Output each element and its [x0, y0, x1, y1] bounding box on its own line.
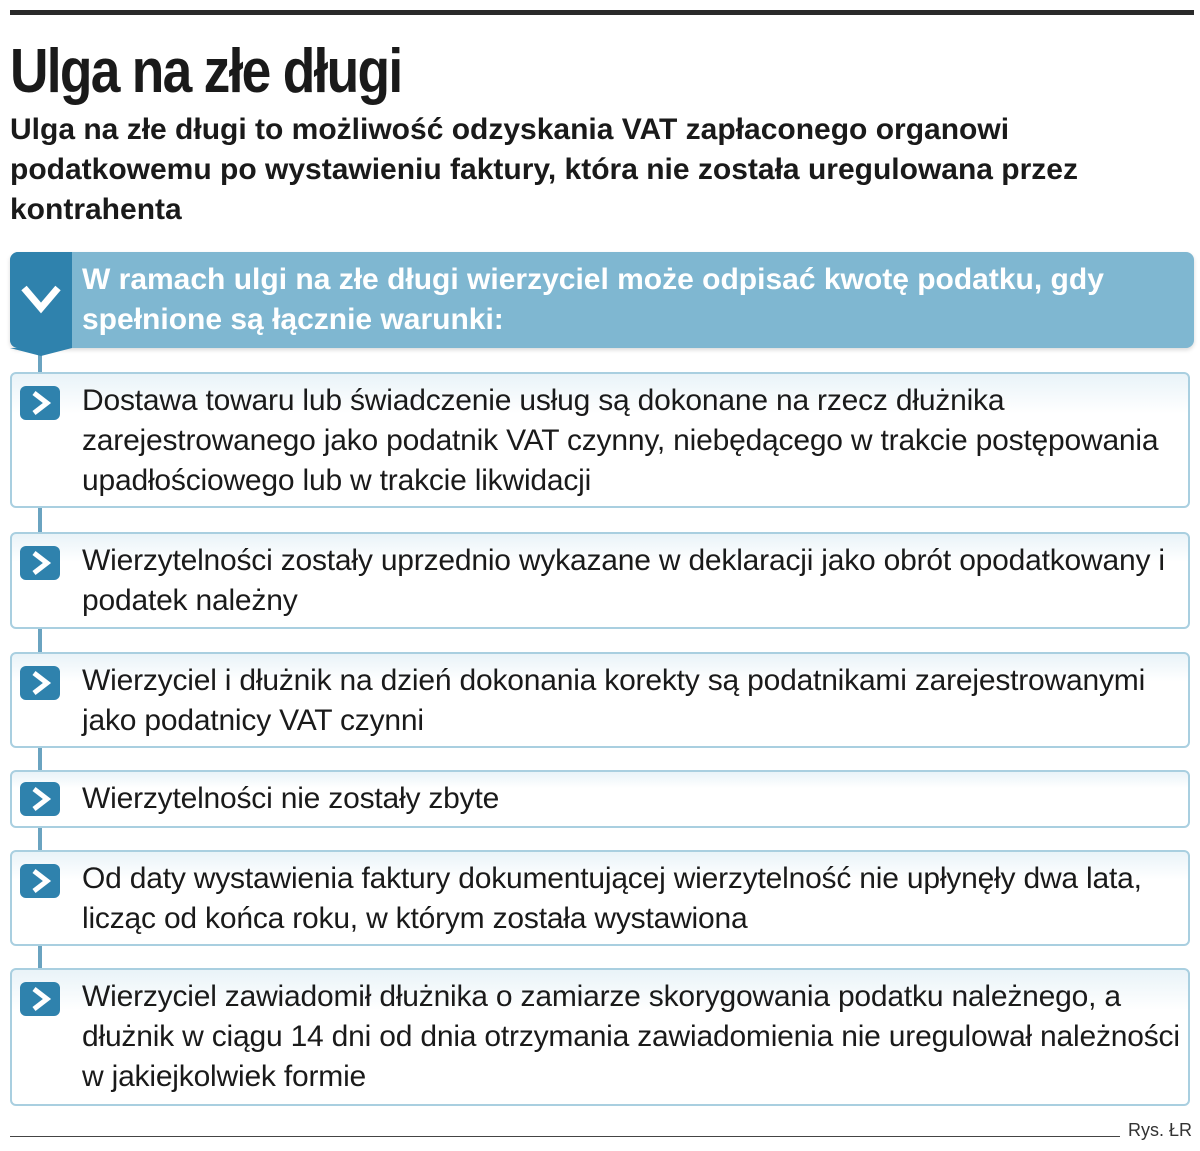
conditions-header-text: W ramach ulgi na złe długi wierzyciel może odpisać kwotę podatku, gdy spełnione są łącznie warunki: — [82, 263, 1104, 336]
chevron-right-icon — [20, 782, 60, 816]
chevron-right-icon — [20, 982, 60, 1016]
condition-item — [10, 850, 1190, 946]
conditions-header — [10, 252, 1194, 348]
subtitle: Ulga na złe długi to możliwość odzyskania VAT zapłaconego organowi podatkowemu po wystawieniu faktury, która nie została uregulowana przez kontrahenta — [10, 113, 1078, 226]
chevron-down-icon — [10, 252, 72, 348]
condition-text: Wierzytelności zostały uprzednio wykazane w deklaracji jako obrót opodatkowany i podatek należny — [82, 544, 1165, 617]
condition-text: Wierzytelności nie zostały zbyte — [82, 782, 500, 815]
top-rule — [10, 10, 1194, 15]
chevron-right-icon — [20, 386, 60, 420]
condition-item — [10, 968, 1190, 1106]
bottom-rule — [10, 1136, 1120, 1137]
credit: Rys. ŁR — [1127, 1120, 1192, 1140]
condition-text: Od daty wystawienia faktury dokumentującej wierzytelność nie upłynęły dwa lata, licząc od końca roku, w którym została wystawiona — [82, 862, 1142, 935]
chevron-right-icon — [20, 864, 60, 898]
page-title: Ulga na złe długi — [10, 37, 402, 106]
condition-item — [10, 532, 1190, 629]
condition-text: Wierzyciel zawiadomił dłużnika o zamiarze skorygowania podatku należnego, a dłużnik w ciągu 14 dni od dnia otrzymania zawiadomienia nie uregulował należności w jakiejkolwiek formie — [82, 980, 1180, 1093]
condition-text: Wierzyciel i dłużnik na dzień dokonania korekty są podatnikami zarejestrowanymi jako podatnicy VAT czynni — [82, 664, 1146, 737]
condition-item — [10, 372, 1190, 508]
chevron-right-icon — [20, 546, 60, 580]
condition-item — [10, 652, 1190, 748]
condition-item — [10, 770, 1190, 828]
condition-text: Dostawa towaru lub świadczenie usług są dokonane na rzecz dłużnika zarejestrowanego jako podatnik VAT czynny, niebędącego w trakcie postępowania upadłościowego lub w trakcie likwidacji — [82, 384, 1159, 497]
chevron-right-icon — [20, 666, 60, 700]
